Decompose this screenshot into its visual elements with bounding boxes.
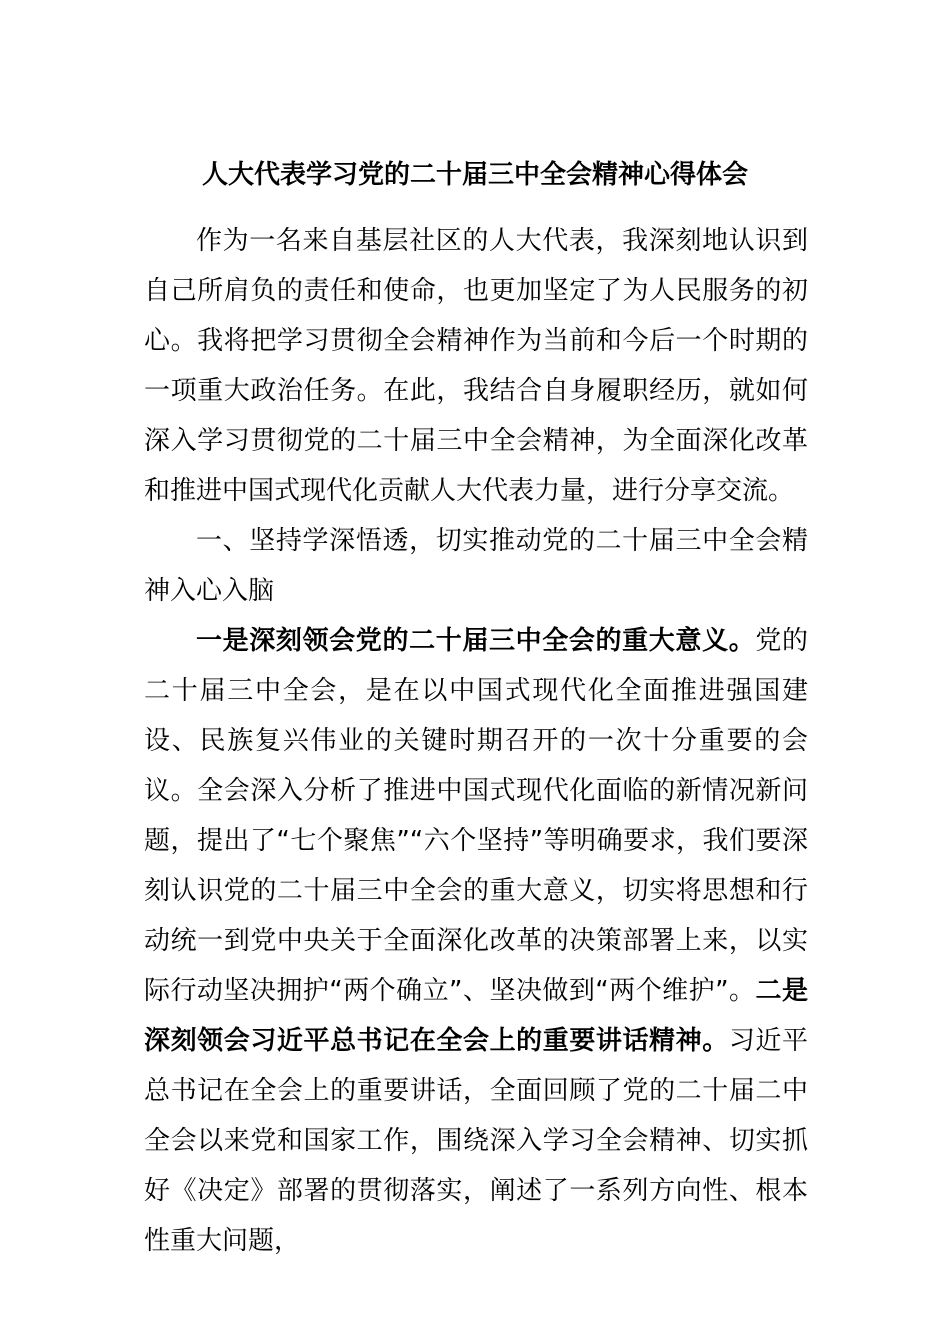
point-two-heading: 二是深刻领会习近平总书记在全会上的重要讲话精神。 [144, 976, 808, 1056]
intro-paragraph: 作为一名来自基层社区的人大代表，我深刻地认识到自己所肩负的责任和使命，也更加坚定了为人民服务的初心。我将把学习贯彻全会精神作为当前和今后一个时期的一项重大政治任务。在此，我结合自身履职经历，就如何深入学习贯彻党的二十届三中全会精神，为全面深化改革和推进中国式现代化贡献人大代表力量，进行分享交流。 [144, 226, 808, 506]
section-heading-1: 一、坚持学深悟透，切实推动党的二十届三中全会精神入心入脑 [144, 526, 808, 606]
section-paragraph-1 [144, 616, 808, 1266]
document-title: 人大代表学习党的二十届三中全会精神心得体会 [201, 160, 748, 190]
point-two-text: 习近平总书记在全会上的重要讲话，全面回顾了党的二十届二中全会以来党和国家工作，围绕深入学习全会精神、切实抓好《决定》部署的贯彻落实，阐述了一系列方向性、根本性重大问题， [144, 1026, 808, 1256]
point-one-heading: 一是深刻领会党的二十届三中全会的重大意义。 [196, 626, 756, 656]
document-body [144, 216, 808, 1266]
point-one-text: 党的二十届三中全会，是在以中国式现代化全面推进强国建设、民族复兴伟业的关键时期召开的一次十分重要的会议。全会深入分析了推进中国式现代化面临的新情况新问题，提出了“七个聚焦”“六个坚持”等明确要求，我们要深刻认识党的二十届三中全会的重大意义，切实将思想和行动统一到党中央关于全面深化改革的决策部署上来，以实际行动坚决拥护“两个确立”、坚决做到“两个维护”。 [144, 626, 808, 1006]
